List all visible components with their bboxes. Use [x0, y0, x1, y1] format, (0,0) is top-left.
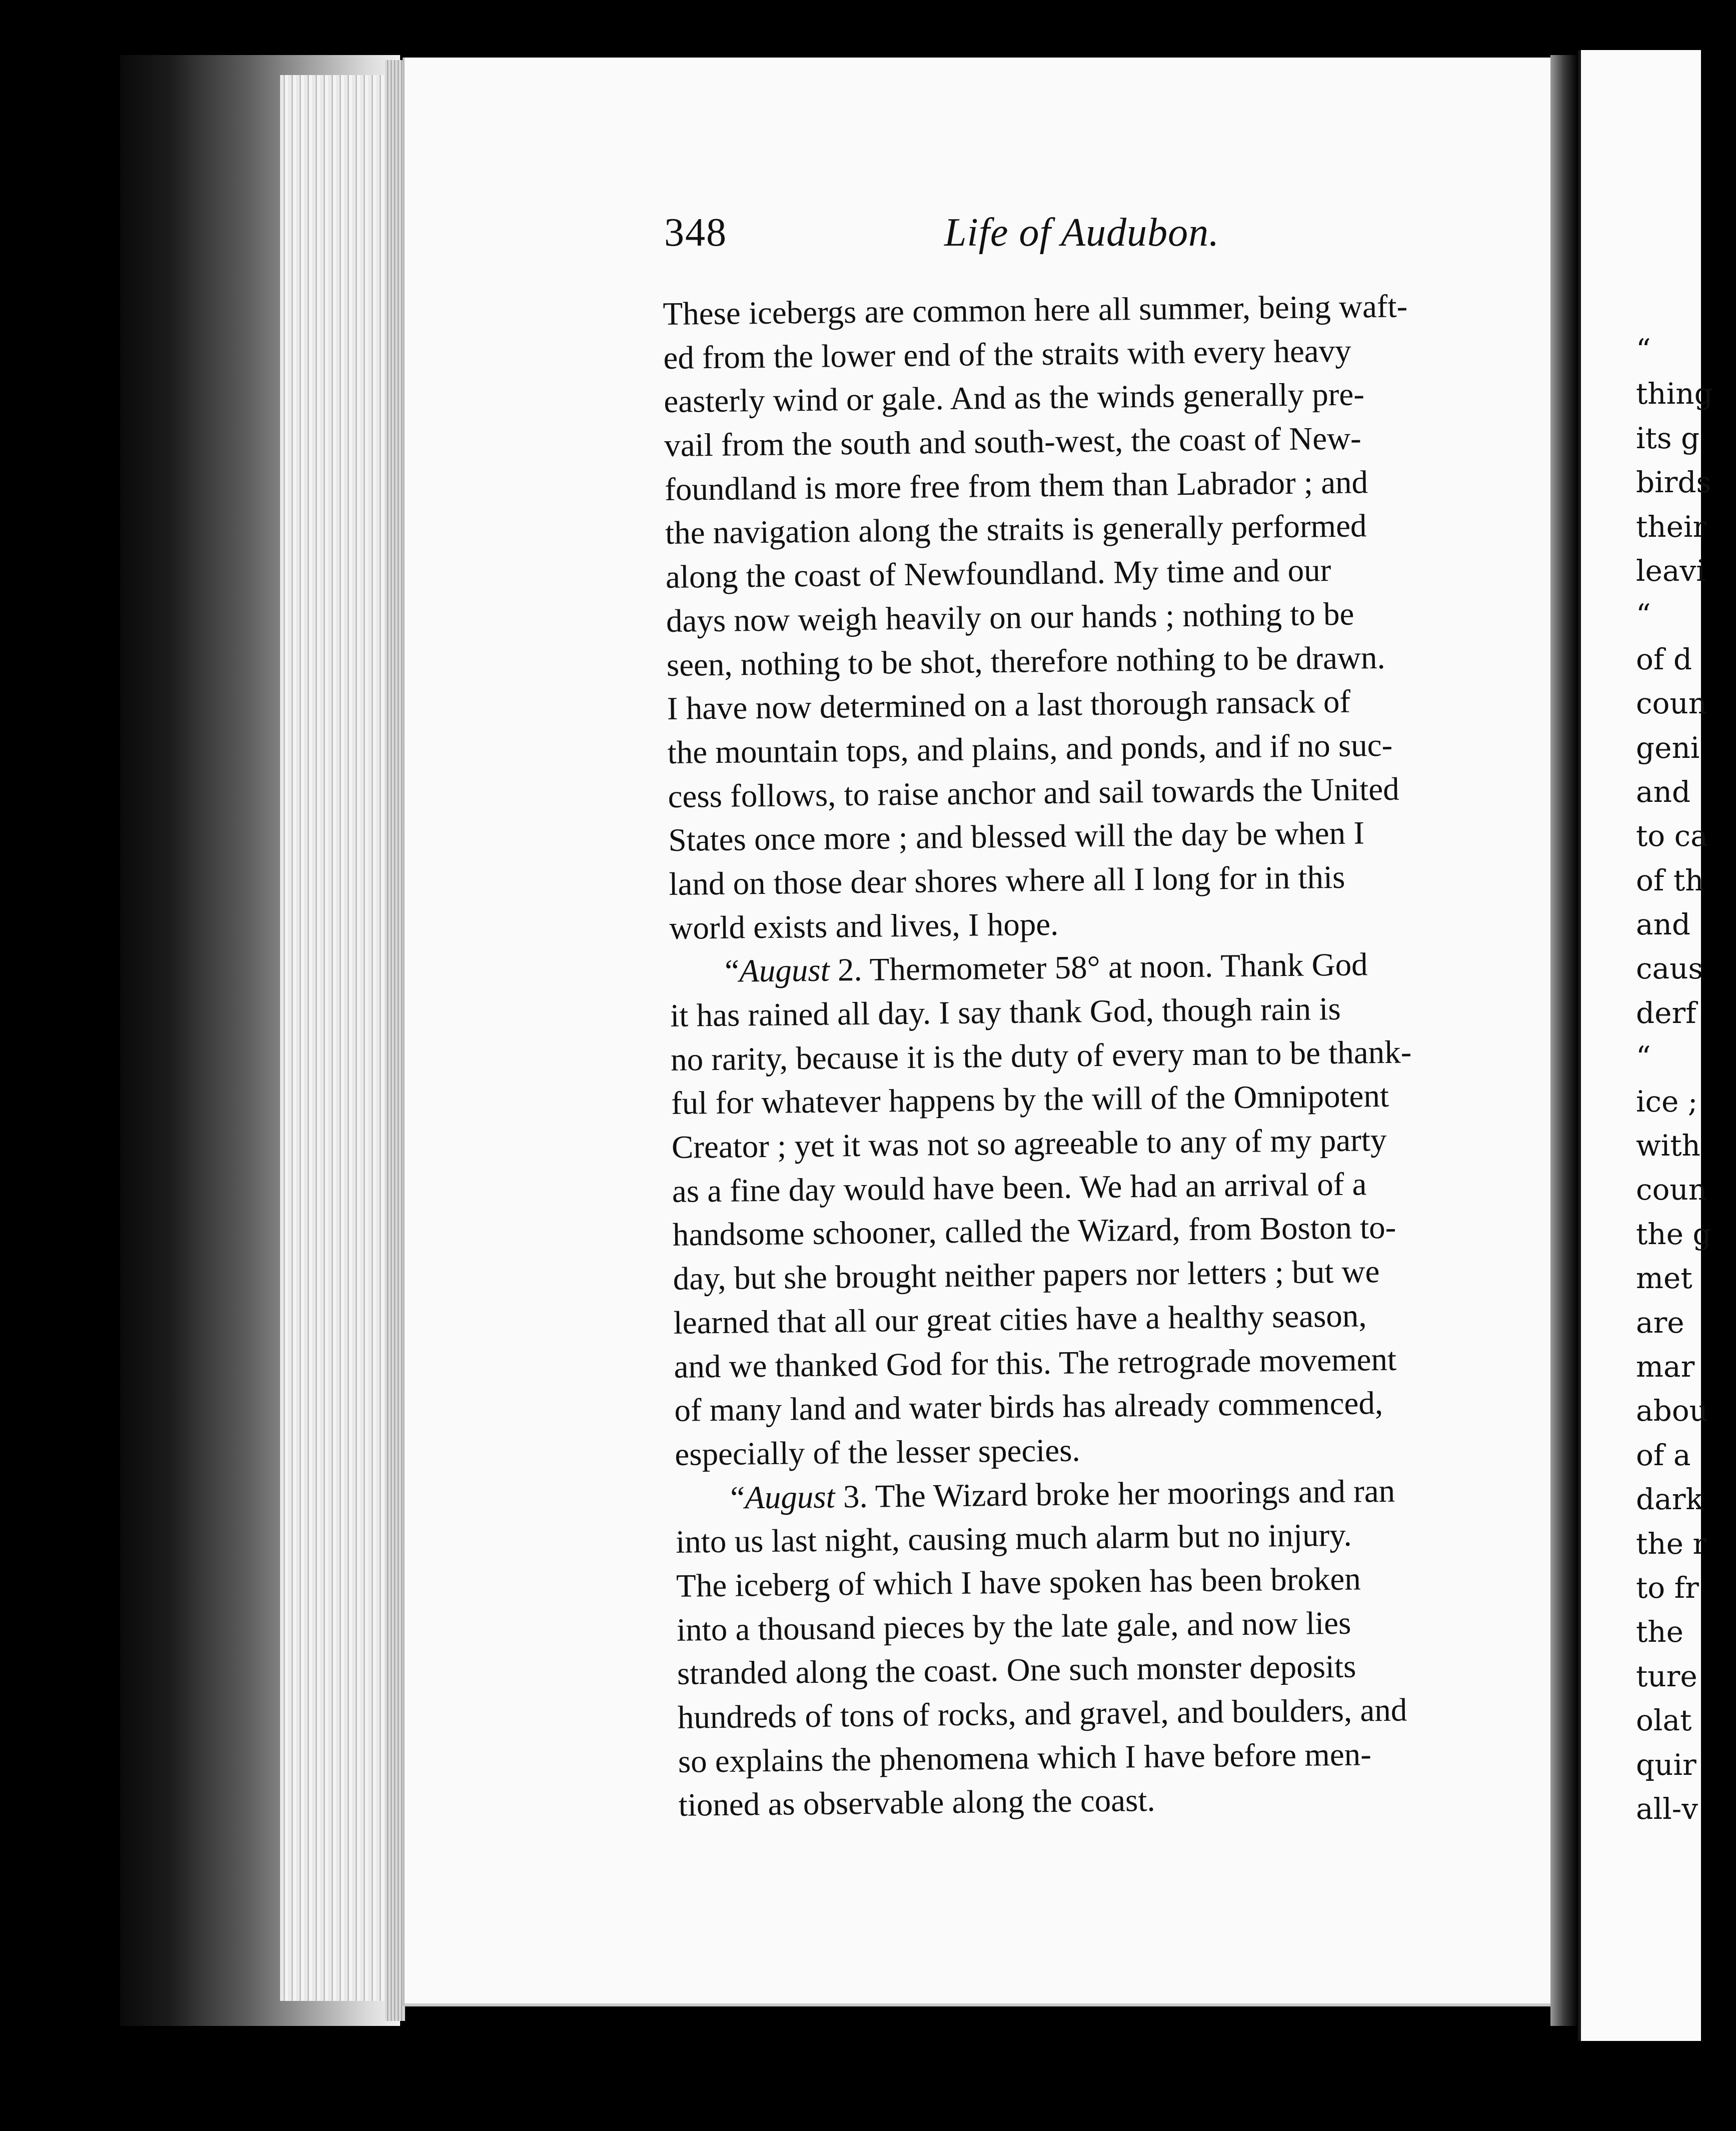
- body-text: [663, 284, 1539, 1828]
- text-line: into a thousand pieces by the late gale, and now lies: [676, 1605, 1351, 1648]
- paragraph-iceberg: [663, 284, 1530, 950]
- text-line: ed from the lower end of the straits with every heavy: [663, 333, 1352, 376]
- page-edge-lines: [385, 60, 405, 2021]
- right-page-line-fragment: the: [1636, 1615, 1683, 1649]
- entry-first-line-text: 3. The Wizard broke her moorings and ran: [835, 1473, 1395, 1515]
- text-line: Creator ; yet it was not so agreeable to any of my party: [671, 1122, 1387, 1166]
- right-page-line-fragment: coun: [1636, 686, 1707, 721]
- text-line: days now weigh heavily on our hands ; nothing to be: [666, 596, 1354, 639]
- right-page-line-fragment: of a: [1636, 1438, 1691, 1472]
- text-line: along the coast of Newfoundland. My time and our: [665, 552, 1331, 596]
- text-line: seen, nothing to be shot, therefore nothing to be drawn.: [666, 639, 1385, 683]
- right-page-line-fragment: caus: [1636, 951, 1703, 986]
- right-page-line-fragment: all-v: [1636, 1791, 1698, 1826]
- right-page-line-fragment: quir: [1636, 1747, 1696, 1782]
- text-line: cess follows, to raise anchor and sail towards the United: [668, 771, 1399, 815]
- entry-date: August: [744, 1479, 836, 1516]
- right-page-line-fragment: coun: [1636, 1173, 1707, 1207]
- open-quote: “: [724, 953, 740, 990]
- right-page-line-fragment: “: [1636, 1040, 1651, 1075]
- text-line: handsome schooner, called the Wizard, from Boston to-: [672, 1210, 1396, 1254]
- text-line: land on those dear shores where all I long for in this: [669, 859, 1345, 902]
- right-page-line-fragment: leavi: [1636, 553, 1705, 588]
- text-line: stranded along the coast. One such monster deposits: [677, 1648, 1356, 1692]
- text-line: day, but she brought neither papers nor letters ; but we: [673, 1254, 1380, 1298]
- right-page-line-fragment: of d: [1636, 642, 1692, 676]
- right-page-line-fragment: and: [1636, 907, 1691, 942]
- right-page-line-fragment: abou: [1636, 1394, 1708, 1428]
- text-line: especially of the lesser species.: [674, 1432, 1081, 1473]
- right-page-line-fragment: to fr: [1636, 1570, 1699, 1605]
- gutter-shadow: [1550, 55, 1578, 2026]
- running-title: Life of Audubon.: [944, 211, 1220, 255]
- text-line: learned that all our great cities have a healthy season,: [673, 1298, 1367, 1341]
- right-page-line-fragment: dark: [1636, 1482, 1703, 1517]
- text-line: it has rained all day. I say thank God, though rain is: [670, 990, 1341, 1034]
- right-page-line-fragment: ice ;: [1636, 1084, 1698, 1119]
- entry-first-line-text: 2. Thermometer 58° at noon. Thank God: [829, 946, 1368, 988]
- text-line: no rarity, because it is the duty of every man to be thank-: [670, 1034, 1412, 1078]
- text-line: so explains the phenomena which I have before men-: [678, 1736, 1372, 1780]
- right-page-line-fragment: are: [1636, 1305, 1684, 1340]
- right-page-line-fragment: olat: [1636, 1703, 1692, 1738]
- text-line: These icebergs are common here all summer, being waft-: [663, 288, 1408, 332]
- text-line: the mountain tops, and plains, and ponds, and if no suc-: [667, 727, 1393, 771]
- right-page-line-fragment: its g: [1636, 421, 1700, 455]
- text-line: I have now determined on a last thorough ransack of: [667, 683, 1351, 727]
- right-page-line-fragment: of th: [1636, 863, 1704, 897]
- text-line: and we thanked God for this. The retrograde movement: [674, 1341, 1397, 1385]
- page-header: [664, 210, 1514, 265]
- right-page-line-fragment: mar: [1636, 1349, 1695, 1384]
- text-line: States once more ; and blessed will the day be when I: [668, 815, 1365, 859]
- right-page-text: [1636, 328, 1736, 1831]
- right-page-line-fragment: ture: [1636, 1659, 1697, 1693]
- right-page-line-fragment: with: [1636, 1129, 1700, 1163]
- text-line: tioned as observable along the coast.: [678, 1782, 1156, 1824]
- text-line: as a fine day would have been. We had an arrival of a: [672, 1166, 1367, 1210]
- entry-lines: [670, 985, 1535, 1477]
- right-page-line-fragment: the g: [1636, 1217, 1711, 1251]
- right-page-line-fragment: thing: [1636, 377, 1713, 411]
- text-line: ful for whatever happens by the will of the Omnipotent: [671, 1078, 1389, 1122]
- text-line: the navigation along the straits is generally performed: [665, 508, 1367, 552]
- entry-date: August: [739, 952, 830, 989]
- page-number: 348: [664, 211, 727, 255]
- text-line: The iceberg of which I have spoken has been broken: [676, 1561, 1361, 1604]
- entry-august-3: [675, 1468, 1539, 1827]
- text-line: into us last night, causing much alarm but no injury.: [675, 1517, 1352, 1561]
- text-line: vail from the south and south-west, the coast of New-: [664, 420, 1362, 464]
- right-page-line-fragment: their: [1636, 509, 1707, 544]
- right-page-line-fragment: the r: [1636, 1526, 1707, 1561]
- right-page-line-fragment: and: [1636, 774, 1691, 809]
- entry-lines: [676, 1512, 1539, 1828]
- right-page-line-fragment: “: [1636, 333, 1651, 367]
- text-line: hundreds of tons of rocks, and gravel, and boulders, and: [677, 1692, 1407, 1736]
- text-line: foundland is more free from them than Labrador ; and: [664, 464, 1368, 508]
- text-line: easterly wind or gale. And as the winds generally pre-: [663, 376, 1365, 420]
- right-page-line-fragment: birds: [1636, 465, 1711, 500]
- right-page-line-fragment: derf: [1636, 995, 1696, 1030]
- right-page-line-fragment: geni: [1636, 730, 1700, 765]
- right-page-line-fragment: “: [1636, 598, 1651, 632]
- text-line: of many land and water birds has already commenced,: [674, 1385, 1383, 1429]
- entry-august-2: [670, 941, 1535, 1477]
- text-line: world exists and lives, I hope.: [669, 906, 1059, 946]
- right-page-line-fragment: to ca: [1636, 819, 1708, 853]
- right-page-line-fragment: met: [1636, 1261, 1692, 1296]
- open-quote: “: [730, 1479, 745, 1516]
- right-page: [1578, 50, 1713, 2041]
